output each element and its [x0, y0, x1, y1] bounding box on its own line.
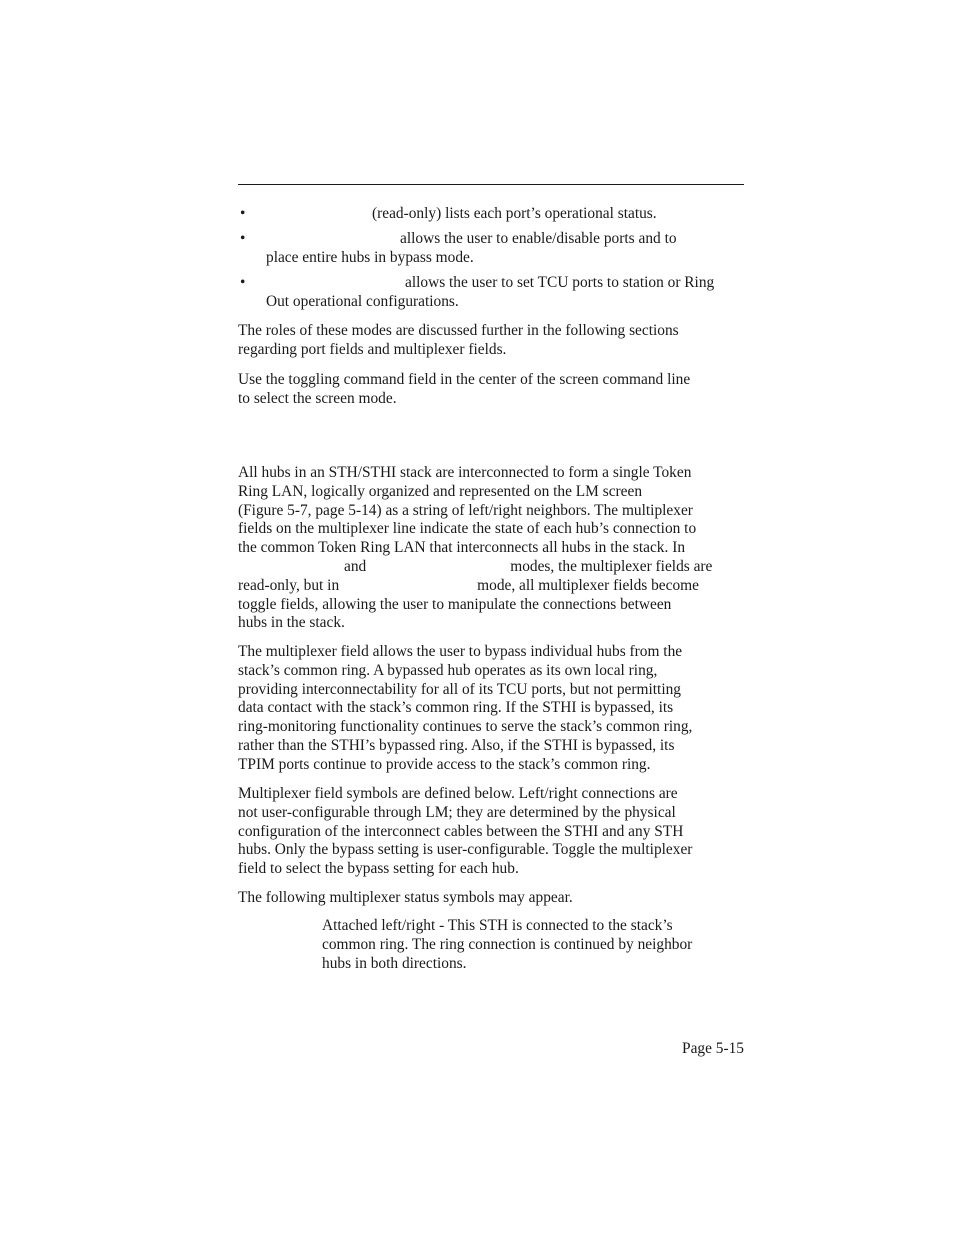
bullet-text-line: allows the user to enable/disable ports and to: [400, 230, 677, 247]
header-rule: [238, 184, 744, 185]
bullet-symbol: •: [240, 205, 246, 222]
bullet-item-enable: [266, 230, 746, 268]
paragraph-bypass: The multiplexer field allows the user to bypass individual hubs from the stack’s common ring. A bypassed hub operates as its own local ring, providing interconnectability for all of its TCU ports, but not permitting data contact with the stack’s common ring. If the STHI is bypassed, its ring-monitoring functionality continues to serve the stack’s common ring, rather than the STHI’s bypassed ring. Also, if the STHI is bypassed, its TPIM ports continue to provide access to the stack’s common ring.: [238, 643, 693, 773]
paragraph-hubs: All hubs in an STH/STHI stack are interconnected to form a single Token Ring LAN, logically organized and represented on the LM screen (Figure 5-7, page 5-14) as a string of left/right neighbors. The multiplexer fields on the multiplexer line indicate the state of each hub’s connection to the common Token Ring LAN that interconnects all hubs in the stack. In and modes, the multiplexer fields are read-only, but in mode, all multiplexer fields become toggle fields, allowing the user to manipulate the connections between hubs in the stack.: [238, 464, 713, 632]
bullet-text-line: (read-only) lists each port’s operational status.: [372, 205, 657, 222]
bullet-text-line: allows the user to set TCU ports to station or Ring: [405, 274, 715, 291]
bullet-text-line: place entire hubs in bypass mode.: [266, 248, 474, 266]
bullet-text-line: Out operational configurations.: [266, 292, 459, 310]
page-number: Page 5-15: [682, 1040, 744, 1057]
bullet-symbol: •: [240, 230, 246, 247]
definition-attached: Attached left/right - This STH is connected to the stack’s common ring. The ring connection is continued by neighbor hubs in both directions.: [322, 917, 693, 972]
paragraph-following: The following multiplexer status symbols may appear.: [238, 889, 573, 906]
paragraph-toggle: Use the toggling command field in the center of the screen command line to select the screen mode.: [238, 371, 691, 407]
bullet-item-config: [266, 274, 746, 312]
paragraph-symbols: Multiplexer field symbols are defined below. Left/right connections are not user-configurable through LM; they are determined by the physical configuration of the interconnect cables between the STHI and any STH hubs. Only the bypass setting is user-configurable. Toggle the multiplexer field to select the bypass setting for each hub.: [238, 785, 693, 878]
paragraph-roles: The roles of these modes are discussed further in the following sections regarding port fields and multiplexer fields.: [238, 322, 679, 358]
bullet-item-status: [266, 205, 746, 224]
bullet-symbol: •: [240, 274, 246, 291]
